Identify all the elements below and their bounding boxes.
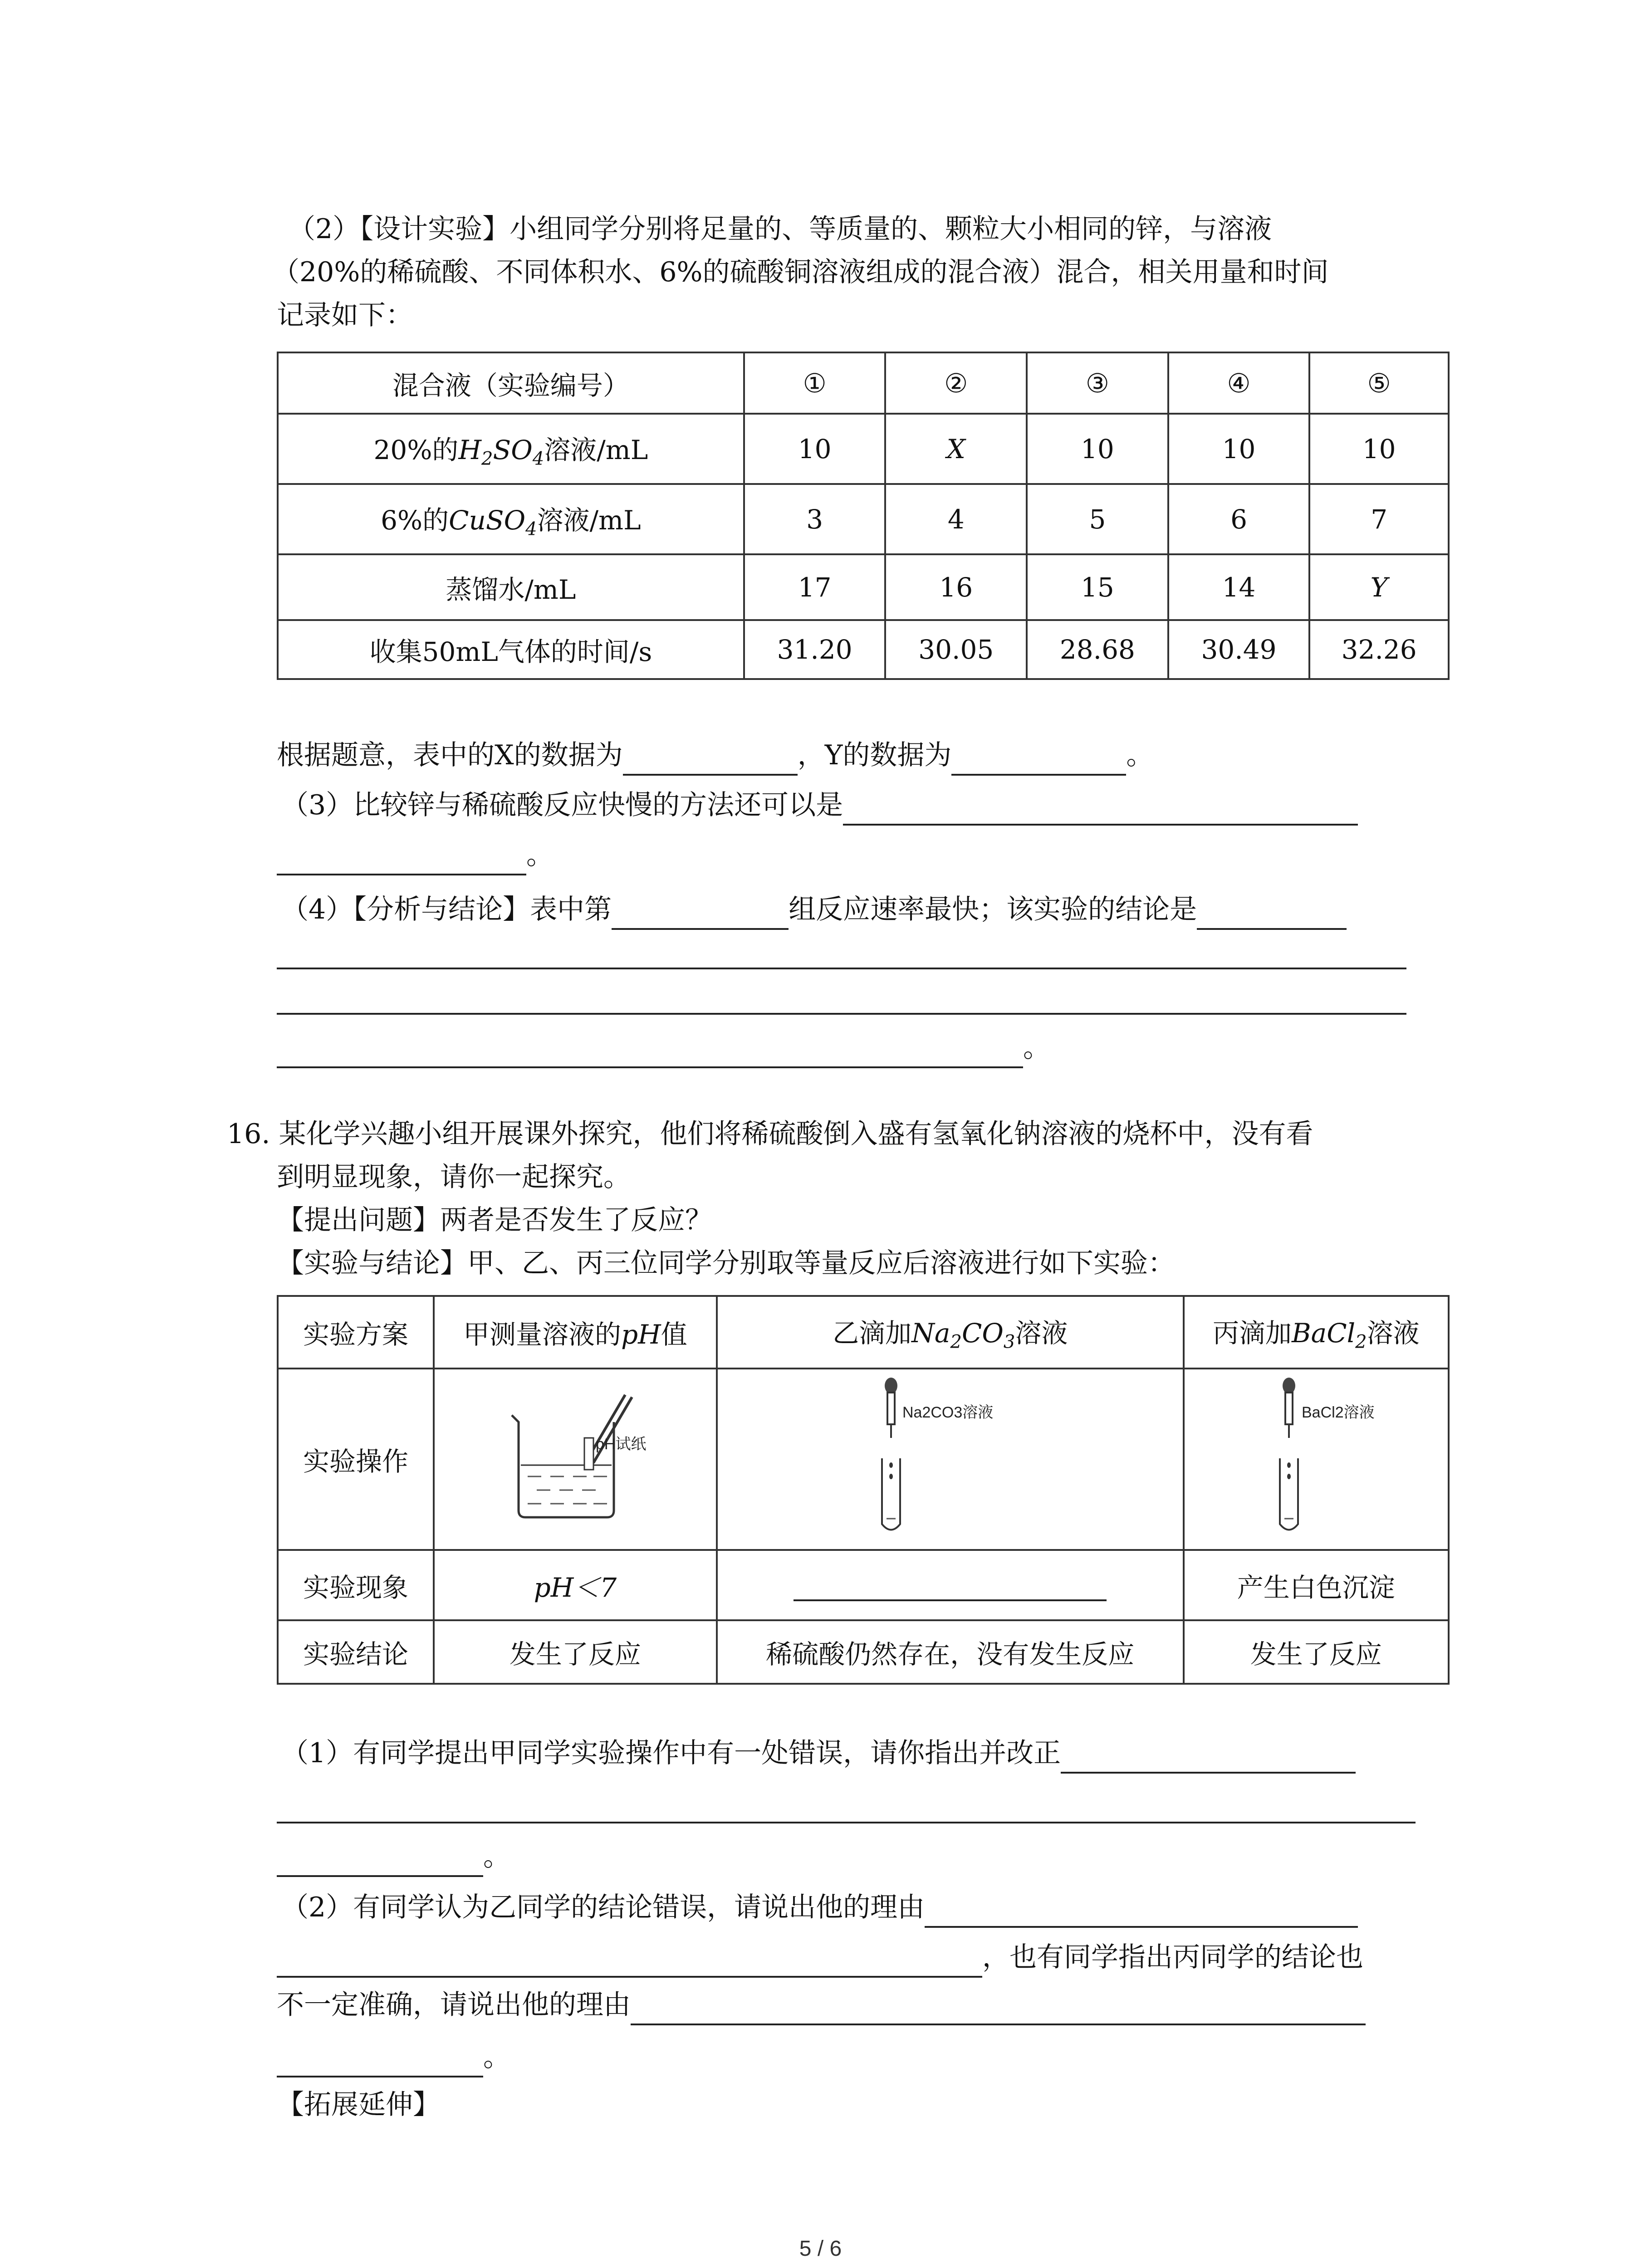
q15-p3-blank-2[interactable] <box>277 844 526 875</box>
q15-cell: 16 <box>885 554 1027 620</box>
period: 。 <box>1126 739 1154 771</box>
q15-row-time <box>278 620 1449 679</box>
q15-cell: 15 <box>1027 554 1168 620</box>
q16-conc-row <box>278 1620 1449 1684</box>
q15-p4-line <box>281 889 1347 930</box>
q16-phen-jia <box>434 1550 717 1620</box>
q15-cell: 7 <box>1309 484 1449 554</box>
q15-header-mix: 混合液（实验编号） <box>278 352 744 414</box>
y-variable: Y <box>1370 572 1388 603</box>
q15-xy-line <box>277 735 1153 776</box>
q15-cell-y <box>1309 554 1449 620</box>
q15-row-cuso4-label <box>278 484 744 554</box>
q15-cell-x <box>885 414 1027 484</box>
q16-phen-row <box>278 1550 1449 1620</box>
q15-header-2: ② <box>885 352 1027 414</box>
q15-p2-line3: 记录如下： <box>277 299 413 331</box>
q16-s1-blank[interactable] <box>1061 1742 1356 1774</box>
q15-p4-mid: 组反应速率最快；该实验的结论是 <box>789 894 1197 925</box>
q15-cell: 10 <box>1027 414 1168 484</box>
q16-h-yi: 乙滴加$Na_2CO_3$溶液 <box>717 1296 1184 1369</box>
label-pre: 6%的 <box>381 504 449 536</box>
q15-table-header <box>278 352 1449 414</box>
h2so4-formula: $H_2SO_4$ <box>458 434 544 469</box>
q16-header-row <box>278 1296 1449 1369</box>
q16-s2-mid: ，也有同学指出丙同学的结论也 <box>982 1941 1363 1973</box>
conclusion-blank[interactable] <box>1197 898 1347 930</box>
x-answer-blank[interactable] <box>623 744 798 776</box>
q15-row-water-label: 蒸馏水/mL <box>278 554 744 620</box>
q16-s2-blank-4[interactable] <box>277 2046 483 2077</box>
q16-s1-line-2[interactable] <box>277 1822 1416 1823</box>
ph-symbol: pH <box>621 1319 661 1350</box>
q16-conc-jia: 发生了反应 <box>434 1620 717 1684</box>
q15-p3-text: （3）比较锌与稀硫酸反应快慢的方法还可以是 <box>281 789 843 821</box>
q15-p2-line1: （2）【设计实验】小组同学分别将足量的、等质量的、颗粒大小相同的锌，与溶液 <box>288 213 1272 245</box>
q16-s1-text: （1）有同学提出甲同学实验操作中有一处错误，请你指出并改正 <box>281 1737 1061 1769</box>
q15-header-1: ① <box>744 352 886 414</box>
q16-h-jia: 甲测量溶液的pH值 <box>434 1296 717 1369</box>
q15-cell: 32.26 <box>1309 620 1449 679</box>
q15-cell: 3 <box>744 484 886 554</box>
x-variable: X <box>946 433 965 464</box>
q16-s2-line <box>281 1887 1358 1928</box>
q16-op-row <box>278 1369 1449 1550</box>
q15-table <box>277 352 1450 680</box>
conclusion-line-4[interactable] <box>277 1036 1023 1068</box>
bacl2-reagent-label: BaCl2溶液 <box>1301 1404 1375 1421</box>
fastest-group-blank[interactable] <box>612 898 789 930</box>
q15-cell: 10 <box>744 414 886 484</box>
dropper-test-tube-icon <box>1221 1374 1411 1538</box>
q15-p4-line4 <box>277 1027 1050 1068</box>
q15-cell: 10 <box>1168 414 1310 484</box>
q16-conc-bing: 发生了反应 <box>1184 1620 1449 1684</box>
q16-phen-bing: 产生白色沉淀 <box>1184 1550 1449 1620</box>
q16-table <box>277 1295 1450 1685</box>
q15-cell: 5 <box>1027 484 1168 554</box>
dropper-test-tube-icon <box>823 1374 1077 1538</box>
beaker-ph-paper-icon <box>494 1388 657 1524</box>
label-pre: 20%的 <box>373 434 459 465</box>
q16-phen-yi <box>717 1550 1184 1620</box>
page-number: 5 / 6 <box>799 2237 842 2261</box>
q15-row-h2so4 <box>278 414 1449 484</box>
q15-cell: 28.68 <box>1027 620 1168 679</box>
q16-s1-line <box>281 1733 1356 1774</box>
q16-s2-l3-text: 不一定准确，请说出他的理由 <box>277 1989 631 2021</box>
period: 。 <box>526 839 554 871</box>
q15-cell: 14 <box>1168 554 1310 620</box>
y-answer-blank[interactable] <box>951 744 1126 776</box>
period: 。 <box>483 1841 510 1872</box>
q16-s2-blank-3[interactable] <box>631 1994 1366 2025</box>
period: 。 <box>483 2041 510 2073</box>
q16-line2: 到明显现象，请你一起探究。 <box>277 1161 631 1193</box>
q16-line3: 【提出问题】两者是否发生了反应？ <box>277 1204 712 1236</box>
q15-p3-line <box>281 785 1358 826</box>
q16-line4: 【实验与结论】甲、乙、丙三位同学分别取等量反应后溶液进行如下实验： <box>277 1247 1175 1279</box>
q16-s1-line3 <box>277 1836 510 1877</box>
q15-cell: 4 <box>885 484 1027 554</box>
na2co3-reagent-label: Na2CO3溶液 <box>902 1404 994 1421</box>
q15-cell: 17 <box>744 554 886 620</box>
q16-r-conc: 实验结论 <box>278 1620 434 1684</box>
conclusion-line-3[interactable] <box>277 1013 1406 1015</box>
q16-line1: 16. 某化学兴趣小组开展课外探究，他们将稀硫酸倒入盛有氢氧化钠溶液的烧杯中，没有看 <box>227 1118 1313 1150</box>
bacl2-formula: BaCl$_2$ <box>1292 1318 1367 1353</box>
q15-header-3: ③ <box>1027 352 1168 414</box>
q16-s2-blank[interactable] <box>925 1896 1358 1928</box>
cuso4-formula: CuSO$_4$ <box>449 504 537 540</box>
q16-h-scheme: 实验方案 <box>278 1296 434 1369</box>
q16-op-yi <box>717 1369 1184 1550</box>
q15-p3-line2 <box>277 835 554 875</box>
yi-phenomenon-blank[interactable] <box>794 1569 1107 1601</box>
q15-row-h2so4-label <box>278 414 744 484</box>
q15-cell: 31.20 <box>744 620 886 679</box>
q16-r-phen: 实验现象 <box>278 1550 434 1620</box>
q16-s2-blank-2[interactable] <box>277 1946 982 1978</box>
q16-op-bing <box>1184 1369 1449 1550</box>
q16-h-bing: 丙滴加BaCl$_2$溶液 <box>1184 1296 1449 1369</box>
q16-r-op: 实验操作 <box>278 1369 434 1550</box>
q15-p2-line2: （20%的稀硫酸、不同体积水、6%的硫酸铜溶液组成的混合液）混合，相关用量和时间 <box>272 256 1329 288</box>
q16-op-jia <box>434 1369 717 1550</box>
q15-cell: 30.49 <box>1168 620 1310 679</box>
q15-p4-text: （4）【分析与结论】表中第 <box>281 894 612 925</box>
period: 。 <box>1023 1032 1050 1064</box>
q15-row-time-label: 收集50mL气体的时间/s <box>278 620 744 679</box>
q15-row-water <box>278 554 1449 620</box>
na2co3-formula: $Na_2CO_3$ <box>911 1318 1015 1353</box>
label-post: 溶液/mL <box>537 504 641 536</box>
q16-s2-text: （2）有同学认为乙同学的结论错误，请说出他的理由 <box>281 1892 925 1923</box>
q16-s2-line2 <box>277 1937 1363 1978</box>
q15-row-cuso4 <box>278 484 1449 554</box>
q16-extension: 【拓展延伸】 <box>277 2089 440 2121</box>
label-post: 溶液/mL <box>544 434 648 465</box>
q15-xy-text: 根据题意，表中的X的数据为 <box>277 739 623 771</box>
conclusion-line-2[interactable] <box>277 968 1406 969</box>
q16-s2-line4 <box>277 2037 510 2077</box>
q15-cell: 10 <box>1309 414 1449 484</box>
q15-header-5: ⑤ <box>1309 352 1449 414</box>
q15-cell: 6 <box>1168 484 1310 554</box>
q15-p3-blank[interactable] <box>843 794 1358 826</box>
q16-s1-blank-3[interactable] <box>277 1845 483 1877</box>
q15-xy-mid: ，Y的数据为 <box>797 739 952 771</box>
ph-paper-label: pH试纸 <box>595 1436 647 1453</box>
q16-s2-line3 <box>277 1984 1366 2025</box>
q15-header-4: ④ <box>1168 352 1310 414</box>
q15-cell: 30.05 <box>885 620 1027 679</box>
ph-result: pH＜7 <box>534 1572 617 1603</box>
q16-conc-yi: 稀硫酸仍然存在，没有发生反应 <box>717 1620 1184 1684</box>
